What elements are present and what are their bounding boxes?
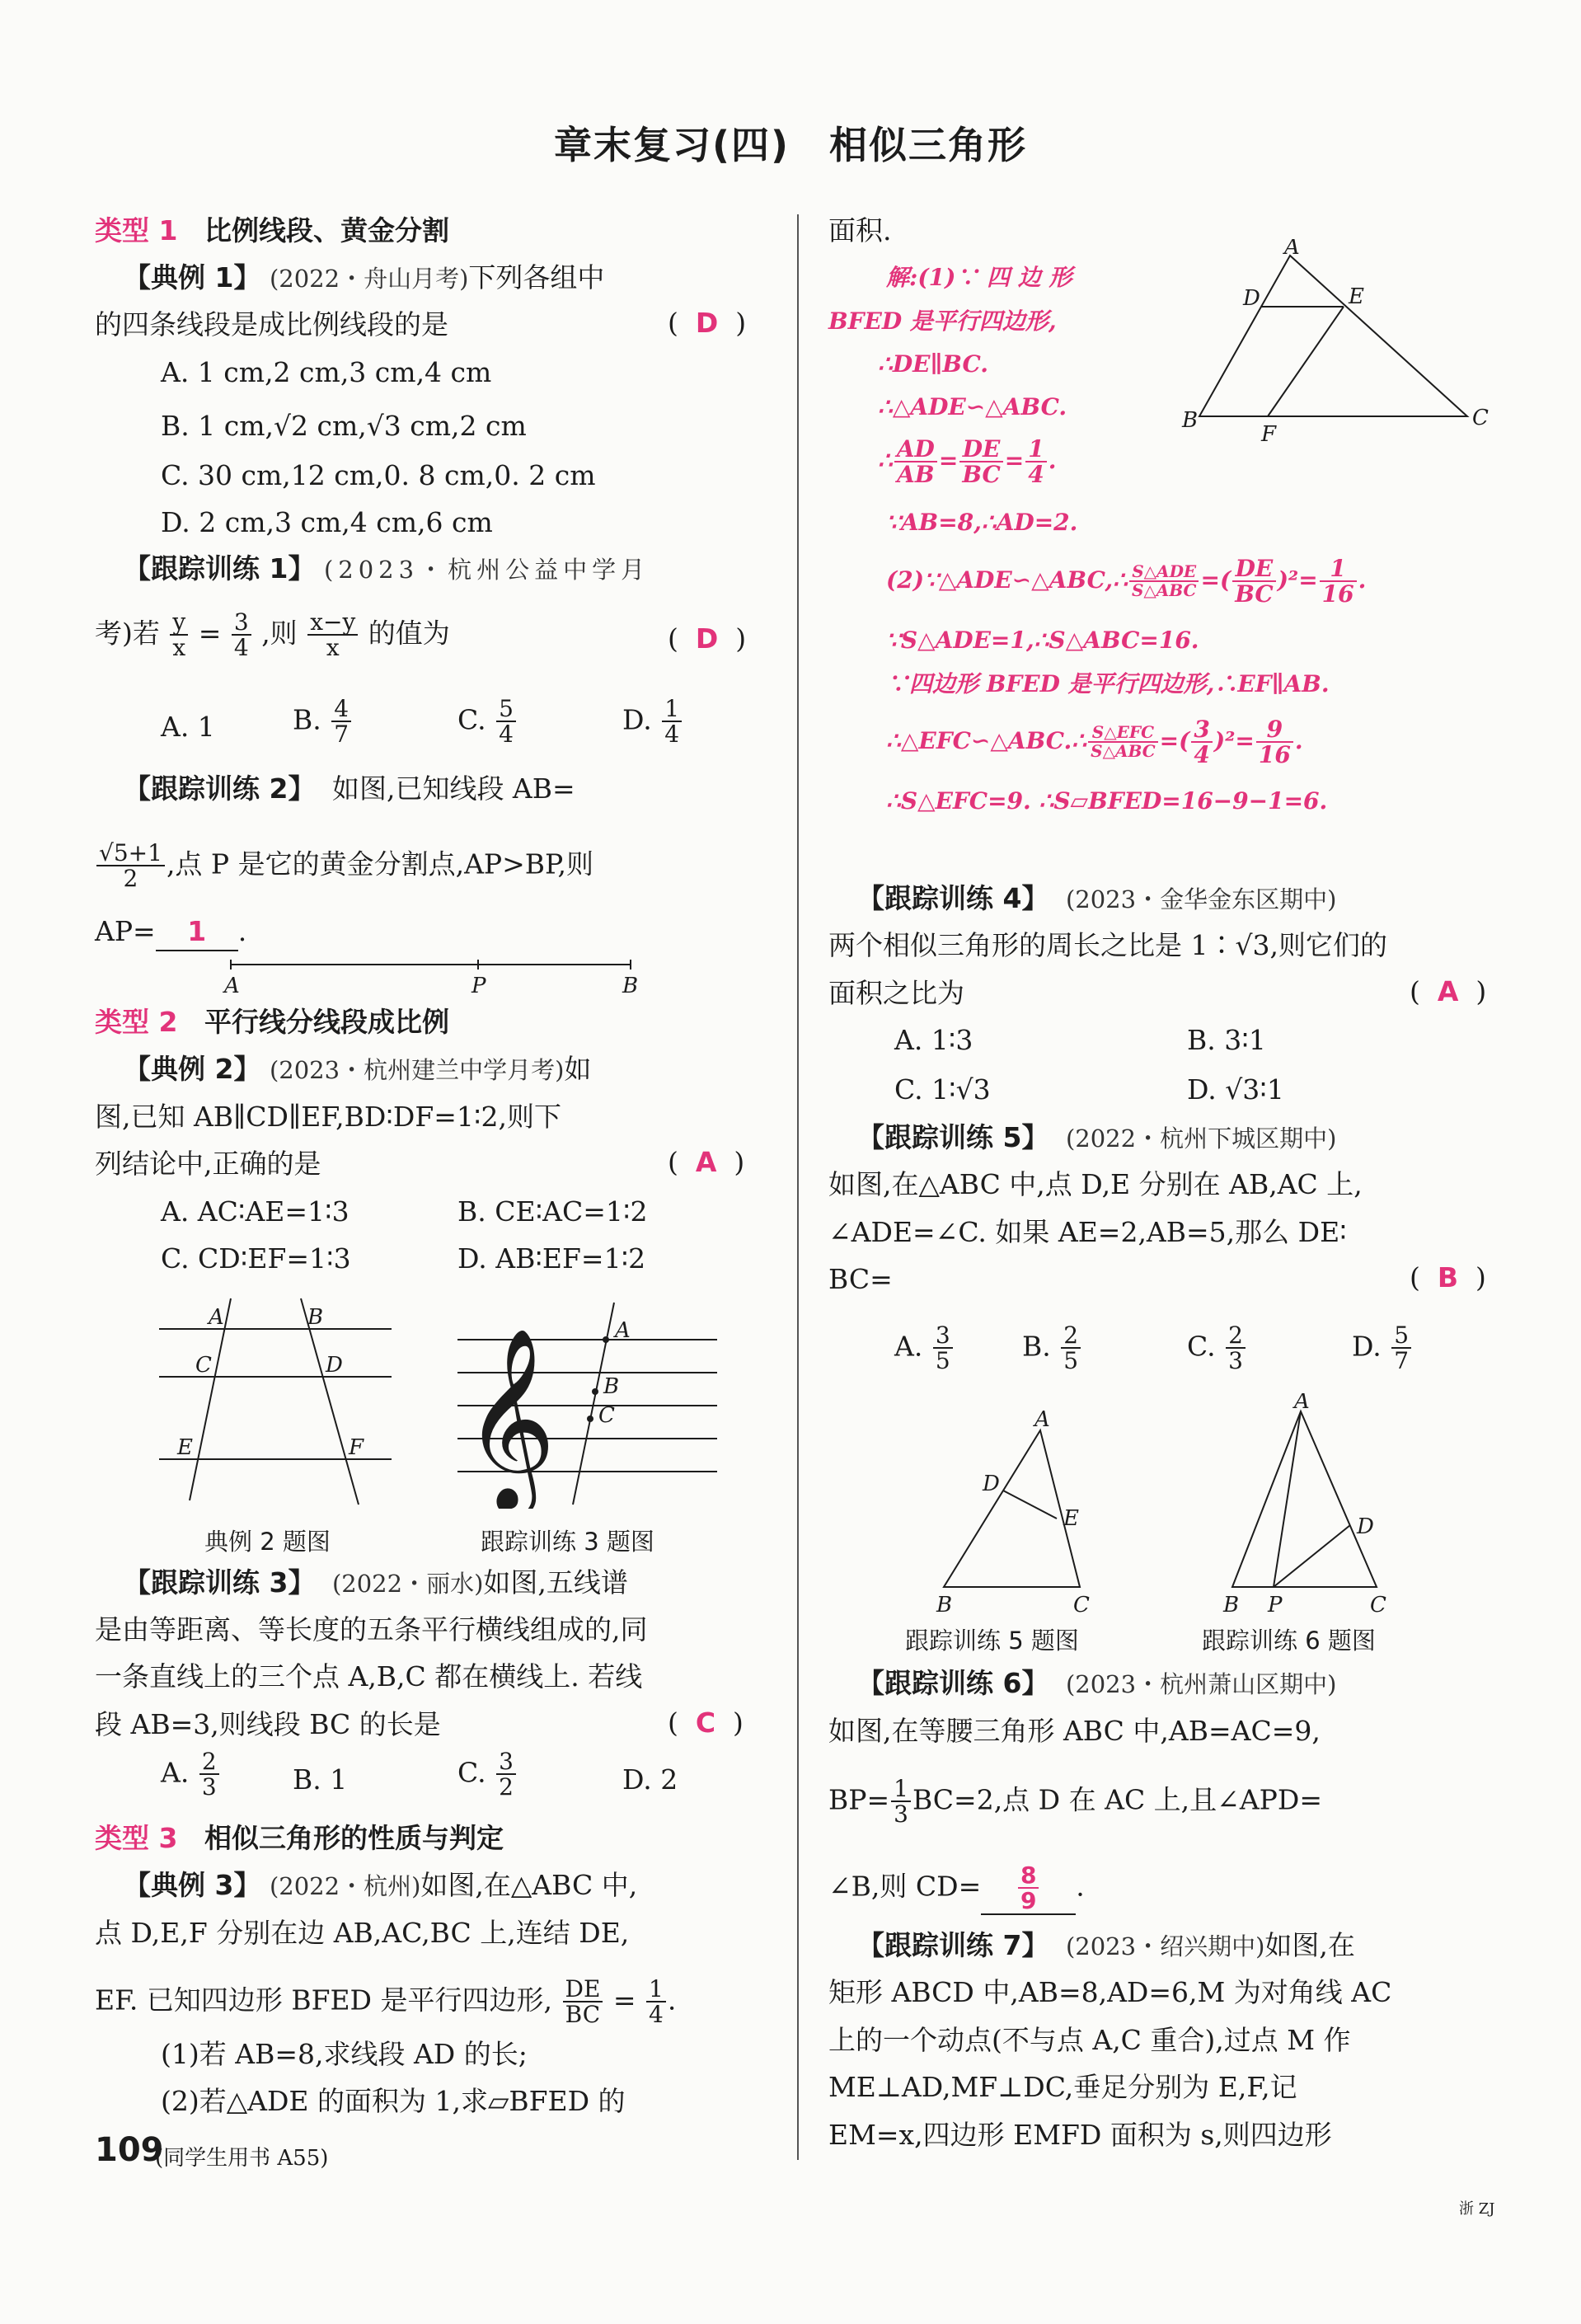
fraction: [1129, 563, 1199, 599]
track-4-line1: [857, 880, 1336, 918]
solution-line: BFED 是平行四边形,: [828, 308, 1057, 335]
denominator: BC: [565, 2001, 601, 2029]
text: .: [1294, 726, 1303, 754]
text: 的值为: [368, 617, 450, 650]
example-source: (2023・绍兴期中): [1065, 1932, 1265, 1960]
point-label: P: [471, 974, 486, 998]
numerator: 1: [1320, 556, 1357, 582]
section-type2: [95, 1004, 449, 1040]
point-dot: [587, 1416, 593, 1422]
track-5-line2: 如图,在△ABC 中,点 D,E 分别在 AB,AC 上,: [828, 1168, 1363, 1200]
answer-fraction: [1018, 1863, 1039, 1913]
track-7-line1: [857, 1927, 1355, 1965]
denominator: x: [326, 634, 340, 662]
numerator: DE: [959, 437, 1002, 462]
example-1-answer: ( D ): [668, 307, 747, 339]
solution-line: [886, 556, 1366, 607]
text: =(: [1200, 566, 1231, 594]
example-source: (2023・杭州公益中学月: [323, 556, 650, 584]
denominator: 5: [1063, 1347, 1079, 1375]
segment-ef: [1268, 307, 1344, 416]
track-7-line2: 矩形 ABCD 中,AB=8,AD=6,M 为对角线 AC: [828, 1976, 1392, 2008]
text: .: [1358, 566, 1367, 594]
fraction: [959, 437, 1002, 487]
answer: A: [1437, 975, 1459, 1007]
point-label: C: [1073, 1593, 1090, 1616]
denominator: x: [172, 634, 186, 662]
solution-line: ∴S△EFC=9. ∴S▱BFED=16−9−1=6.: [886, 787, 1328, 815]
point-label: C: [598, 1403, 615, 1428]
numerator: 8: [1018, 1863, 1039, 1889]
section-type1: [95, 213, 449, 249]
track-6-line4: [828, 1863, 1085, 1915]
section-label: 类型 2: [95, 1006, 178, 1038]
example-3-question-1: (1)若 AB=8,求线段 AD 的长;: [161, 2038, 528, 2070]
numerator: 3: [232, 610, 251, 636]
point-label: A: [224, 974, 240, 998]
track-7-line5: EM=x,四边形 EMFD 面积为 s,则四边形: [828, 2119, 1332, 2151]
example-3-figure: [1171, 239, 1500, 453]
example-2-line2: 图,已知 AB∥CD∥EF,BD∶DF=1∶2,则下: [95, 1101, 561, 1133]
point-label: A: [1294, 1393, 1310, 1414]
denominator: 3: [1228, 1347, 1243, 1375]
option-c: C. 1∶√3: [894, 1073, 991, 1106]
figure-caption: 典例 2 题图: [204, 1528, 331, 1556]
text: .: [237, 915, 247, 947]
option-label: D.: [622, 703, 652, 736]
denominator: BC: [962, 461, 1001, 489]
example-tag: 【跟踪训练 6】: [857, 1667, 1049, 1699]
denominator: BC: [1235, 580, 1274, 608]
denominator: 2: [123, 865, 138, 893]
figure-caption: 跟踪训练 5 题图: [905, 1627, 1079, 1655]
fraction: [1061, 1323, 1081, 1373]
denominator: 7: [334, 721, 350, 749]
treble-clef-icon: 𝄞: [463, 1326, 556, 1509]
point-label: F: [349, 1435, 364, 1460]
numerator: 3: [933, 1323, 953, 1349]
point-label: D: [1243, 286, 1260, 311]
point-label: C: [195, 1353, 212, 1378]
option-label: A.: [894, 1330, 923, 1363]
example-source: (2023・金华金东区期中): [1065, 885, 1337, 913]
point-label: B: [936, 1593, 953, 1616]
page-number: 109: [95, 2131, 164, 2169]
example-tag: 【跟踪训练 2】: [124, 772, 316, 805]
answer: D: [695, 307, 719, 339]
track-6-line3: [828, 1777, 1322, 1827]
denominator: 2: [499, 1773, 514, 1801]
track-3-answer: ( C ): [668, 1707, 744, 1739]
fraction: [96, 841, 165, 891]
track-6-figure: [1212, 1393, 1426, 1616]
region-mark: 浙 ZJ: [1459, 2200, 1495, 2218]
answer: B: [1437, 1261, 1459, 1293]
point-label: E: [1063, 1506, 1079, 1531]
track-2-line1: [124, 771, 575, 807]
text: EF. 已知四边形 BFED 是平行四边形,: [95, 1984, 552, 2016]
point-label: C: [1472, 406, 1489, 430]
numerator: √5+1: [96, 841, 165, 866]
text: 如图,在△ABC 中,: [420, 1869, 638, 1901]
option-a: A. 1: [161, 711, 215, 743]
point-label: B: [622, 974, 639, 998]
numerator: 1: [646, 1977, 666, 2002]
point-label: B: [307, 1305, 324, 1330]
example-2-line3: 列结论中,正确的是: [95, 1148, 321, 1180]
denominator: S△ABC: [1091, 741, 1156, 762]
example-tag: 【典例 1】: [124, 261, 261, 293]
example-3-line2: 点 D,E,F 分别在边 AB,AC,BC 上,连结 DE,: [95, 1917, 630, 1949]
text: )²=: [1213, 726, 1255, 754]
fraction: [662, 697, 682, 747]
example-tag: 【跟踪训练 1】: [124, 552, 316, 585]
option-label: C.: [457, 703, 486, 736]
track-3-line3: 一条直线上的三个点 A,B,C 都在横线上. 若线: [95, 1660, 643, 1693]
numerator: S△EFC: [1088, 724, 1158, 743]
numerator: 3: [496, 1749, 516, 1775]
point-dot: [592, 1388, 598, 1395]
text: ,则: [261, 617, 298, 650]
text: ∴△EFC∽△ABC.∴: [886, 726, 1087, 754]
fraction: [307, 610, 358, 660]
fraction: [563, 1977, 603, 2027]
option-c: [1187, 1323, 1247, 1373]
fraction: [1025, 437, 1046, 487]
segment-de: [1003, 1491, 1057, 1519]
track-1-line1: [124, 551, 650, 588]
example-2-answer: ( A ): [668, 1146, 745, 1178]
text: .: [1076, 1870, 1085, 1903]
book-note: (同学生用书 A55): [155, 2146, 329, 2171]
option-label: C.: [1187, 1330, 1216, 1363]
example-1-line1: [124, 260, 604, 297]
point-label: A: [1034, 1410, 1050, 1432]
segment-ap: [1274, 1411, 1301, 1587]
denominator: AB: [897, 461, 935, 489]
text: )²=: [1277, 566, 1318, 594]
numerator: DE: [1232, 556, 1275, 582]
fraction: [496, 1749, 516, 1800]
fraction: [170, 610, 188, 660]
example-source: (2022・舟山月考): [269, 265, 469, 293]
solution-line: ∴DE∥BC.: [878, 350, 988, 378]
text: 的四条线段是成比例线段的是: [95, 308, 448, 340]
example-source: (2022・杭州): [269, 1872, 421, 1900]
track-1-answer: ( D ): [668, 622, 747, 655]
answer: D: [695, 622, 719, 655]
track-2-line3: [95, 913, 246, 951]
example-source: (2022・杭州下城区期中): [1065, 1124, 1337, 1153]
text: 如图,五线谱: [483, 1566, 628, 1599]
fraction: [1088, 724, 1158, 760]
answer-blank: [156, 913, 238, 951]
text: =: [1004, 446, 1025, 474]
example-tag: 【跟踪训练 4】: [857, 882, 1049, 914]
point-label: F: [1261, 422, 1277, 447]
denominator: 16: [1258, 741, 1291, 769]
example-3-line3: [95, 1977, 676, 2027]
fraction: [891, 1777, 911, 1827]
option-d: D. 2: [622, 1763, 678, 1796]
solution-line: ∴△ADE∽△ABC.: [878, 393, 1067, 420]
track-6-line2: 如图,在等腰三角形 ABC 中,AB=AC=9,: [828, 1715, 1321, 1747]
triangle-abc: [1199, 256, 1467, 416]
fraction: [199, 1749, 219, 1800]
example-tag: 【跟踪训练 5】: [857, 1121, 1049, 1153]
track-3-line2: 是由等距离、等长度的五条平行横线组成的,同: [95, 1613, 648, 1646]
text: =: [612, 1984, 636, 2016]
text: =: [938, 446, 959, 474]
figure-caption: 跟踪训练 6 题图: [1202, 1627, 1376, 1655]
numerator: 1: [1025, 437, 1046, 462]
point-label: B: [1182, 408, 1199, 433]
section-label: 类型 1: [95, 214, 178, 246]
option-label: A.: [161, 1756, 190, 1789]
track-4-line2: 两个相似三角形的周长之比是 1∶√3,则它们的: [828, 929, 1387, 961]
fraction: [232, 610, 251, 660]
numerator: 1: [662, 697, 682, 722]
numerator: 2: [199, 1749, 219, 1775]
text: =: [198, 617, 222, 650]
text: =(: [1159, 726, 1190, 754]
solution-line: ∵AB=8,∴AD=2.: [886, 509, 1078, 536]
example-tag: 【跟踪训练 7】: [857, 1929, 1049, 1961]
point-label: D: [326, 1353, 343, 1378]
option-b: B. 1 cm,√2 cm,√3 cm,2 cm: [161, 410, 527, 442]
fraction: [646, 1977, 666, 2027]
point-label: E: [177, 1435, 193, 1460]
option-b: B. 1: [293, 1763, 348, 1796]
text: 如: [564, 1053, 592, 1085]
fraction: [933, 1323, 953, 1373]
example-1-line2: [95, 307, 448, 343]
example-source: (2022・丽水): [331, 1570, 484, 1598]
text: BC=2,点 D 在 AC 上,且∠APD=: [912, 1783, 1322, 1816]
fraction: [894, 437, 937, 487]
option-label: B.: [293, 703, 321, 736]
denominator: 9: [1020, 1887, 1037, 1915]
text: AP=: [95, 915, 156, 947]
track-5-figure: [923, 1410, 1121, 1616]
option-d: D. √3∶1: [1187, 1073, 1284, 1106]
text: 考)若: [95, 617, 160, 650]
point-label: B: [603, 1374, 620, 1399]
point-label: A: [1284, 239, 1300, 260]
option-c: C. CD∶EF=1∶3: [161, 1242, 351, 1275]
numerator: 1: [891, 1777, 911, 1802]
numerator: y: [170, 610, 188, 636]
track-2-line2: [95, 841, 593, 891]
text: ∴: [878, 446, 893, 474]
solution-line: ∵S△ADE=1,∴S△ABC=16.: [886, 627, 1199, 654]
option-d: [1352, 1323, 1413, 1373]
option-a: A. 1 cm,2 cm,3 cm,4 cm: [161, 356, 492, 388]
solution-line: [886, 717, 1303, 768]
fraction: [1232, 556, 1275, 607]
option-c: C. 30 cm,12 cm,0. 8 cm,0. 2 cm: [161, 459, 596, 491]
denominator: 7: [1394, 1347, 1410, 1375]
section-title: 平行线分线段成比例: [204, 1006, 449, 1038]
numerator: 4: [331, 697, 351, 722]
solution-line: [878, 437, 1057, 487]
answer-blank: [981, 1863, 1076, 1915]
text: BP=: [828, 1783, 890, 1816]
continued-text: 面积.: [828, 214, 892, 246]
denominator: 4: [649, 2001, 664, 2029]
numerator: DE: [563, 1977, 603, 2002]
numerator: S△ADE: [1129, 563, 1199, 582]
denominator: S△ABC: [1131, 580, 1197, 601]
triangle-abc: [944, 1430, 1080, 1587]
solution-line: 解:(1)∵ 四 边 形: [886, 264, 1072, 291]
solution-line: ∵四边形 BFED 是平行四边形,∴EF∥AB.: [886, 670, 1330, 697]
option-label: C.: [457, 1756, 486, 1789]
example-source: (2023・杭州萧山区期中): [1065, 1670, 1337, 1698]
answer: 1: [187, 915, 207, 947]
option-d: D. 2 cm,3 cm,4 cm,6 cm: [161, 506, 493, 538]
fraction: [1391, 1323, 1411, 1373]
option-d: [622, 697, 683, 747]
example-tag: 【跟踪训练 3】: [124, 1566, 316, 1599]
point-dot: [603, 1336, 609, 1343]
option-c: [457, 1749, 518, 1800]
section-type3: [95, 1820, 504, 1857]
text: ,点 P 是它的黄金分割点,AP>BP,则: [166, 847, 594, 880]
fraction: [1226, 1323, 1246, 1373]
option-b: [1022, 1323, 1082, 1373]
track-6-line1: [857, 1665, 1336, 1702]
numerator: x−y: [307, 610, 358, 636]
fraction: [1320, 556, 1357, 607]
option-a: A. AC∶AE=1∶3: [161, 1195, 350, 1228]
figure-caption: 跟踪训练 3 题图: [481, 1528, 654, 1556]
fraction: [1191, 717, 1212, 768]
fraction: [1256, 717, 1293, 768]
numerator: 5: [496, 697, 516, 722]
section-label: 类型 3: [95, 1822, 178, 1854]
answer: C: [695, 1707, 716, 1739]
option-a: [894, 1323, 955, 1373]
numerator: 3: [1191, 717, 1212, 743]
example-2-line1: [124, 1051, 591, 1088]
track-7-line3: 上的一个动点(不与点 A,C 重合),过点 M 作: [828, 2024, 1351, 2056]
example-3-question-2: (2)若△ADE 的面积为 1,求▱BFED 的: [161, 2085, 626, 2117]
column-divider: [797, 214, 799, 2160]
option-a: [161, 1749, 221, 1800]
option-label: B.: [1022, 1330, 1051, 1363]
numerator: 2: [1061, 1323, 1081, 1349]
option-a: A. 1∶3: [894, 1024, 973, 1056]
numerator: 2: [1226, 1323, 1246, 1349]
point-label: A: [615, 1318, 631, 1343]
fraction: [331, 697, 351, 747]
option-b: B. CE∶AC=1∶2: [457, 1195, 648, 1228]
text: (2)∵△ADE∽△ABC,∴: [886, 566, 1128, 594]
track-5-line3: ∠ADE=∠C. 如果 AE=2,AB=5,那么 DE∶: [828, 1216, 1347, 1248]
fraction: [496, 697, 516, 747]
option-b: B. 3∶1: [1187, 1024, 1266, 1056]
numerator: 9: [1256, 717, 1293, 743]
track-4-line3: 面积之比为: [828, 977, 964, 1009]
denominator: 4: [233, 634, 249, 662]
option-b: [293, 697, 353, 747]
denominator: 4: [1194, 741, 1210, 769]
track-7-line4: ME⊥AD,MF⊥DC,垂足分别为 E,F,记: [828, 2071, 1297, 2103]
segment-pd: [1274, 1525, 1350, 1587]
option-d: D. AB∶EF=1∶2: [457, 1242, 646, 1275]
point-label: A: [209, 1305, 224, 1330]
text: 如图,在: [1264, 1929, 1355, 1961]
section-title: 比例线段、黄金分割: [204, 214, 449, 246]
numerator: AD: [894, 437, 937, 462]
track-3-line4: 段 AB=3,则线段 BC 的长是: [95, 1708, 441, 1740]
point-label: E: [1349, 284, 1364, 309]
track-5-line4: BC=: [828, 1263, 893, 1295]
denominator: 3: [894, 1801, 908, 1829]
example-2-figure: [152, 1294, 400, 1509]
example-tag: 【典例 2】: [124, 1053, 261, 1085]
segment-ab-figure: [223, 956, 643, 998]
denominator: 4: [1028, 461, 1044, 489]
option-label: D.: [1352, 1330, 1382, 1363]
point-label: P: [1268, 1593, 1283, 1616]
point-label: D: [983, 1472, 1000, 1496]
section-title: 相似三角形的性质与判定: [204, 1822, 504, 1854]
answer: A: [695, 1146, 717, 1178]
text: 下列各组中: [468, 261, 605, 293]
track-5-line1: [857, 1120, 1336, 1157]
track-3-line1: [124, 1565, 628, 1602]
track-3-figure: [445, 1294, 725, 1509]
denominator: 5: [935, 1347, 950, 1375]
denominator: 16: [1321, 580, 1354, 608]
text: .: [1048, 446, 1057, 474]
point-label: D: [1357, 1514, 1374, 1539]
denominator: 3: [201, 1773, 217, 1801]
triangle-abc: [1232, 1411, 1377, 1587]
text: 如图,已知线段 AB=: [331, 772, 575, 805]
denominator: 4: [664, 721, 680, 749]
point-label: C: [1370, 1593, 1386, 1616]
track-5-answer: ( B ): [1410, 1261, 1486, 1293]
example-3-line1: [124, 1867, 637, 1904]
example-source: (2023・杭州建兰中学月考): [269, 1056, 565, 1084]
page-title: 章末复习(四) 相似三角形: [553, 123, 1028, 167]
track-4-answer: ( A ): [1410, 975, 1487, 1007]
text: .: [667, 1984, 677, 2016]
option-c: [457, 697, 518, 747]
denominator: 4: [499, 721, 514, 749]
track-1-line2: [95, 610, 450, 660]
example-tag: 【典例 3】: [124, 1869, 261, 1901]
text: ∠B,则 CD=: [828, 1870, 982, 1903]
point-label: B: [1223, 1593, 1240, 1616]
numerator: 5: [1391, 1323, 1411, 1349]
